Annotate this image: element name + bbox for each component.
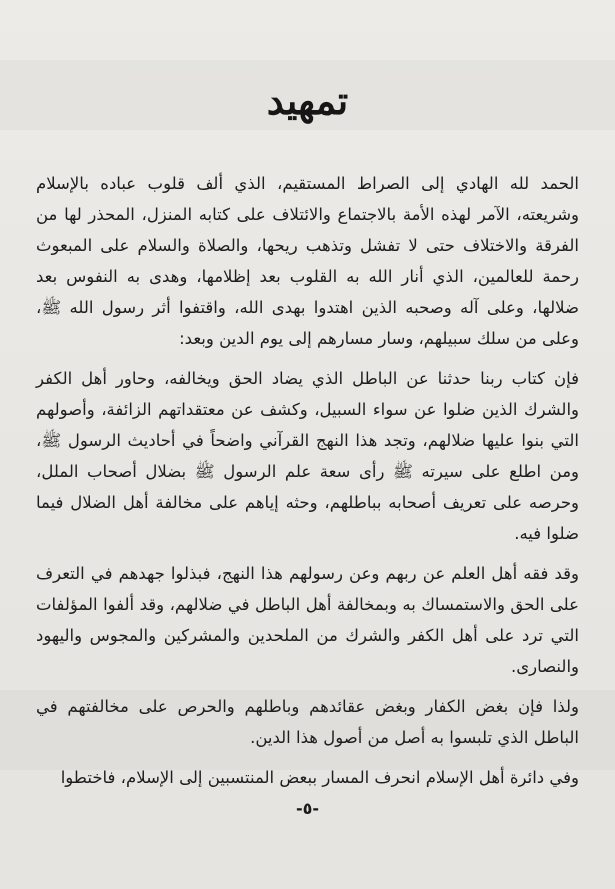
body-text	[36, 168, 579, 793]
page-heading: تمهيد	[266, 78, 349, 123]
paragraph: وقد فقه أهل العلم عن ربهم وعن رسولهم هذا النهج، فبذلوا جهدهم في التعرف على الحق والاستمساك به وبمخالفة أهل الباطل في ضلالهم، وقد ألفوا المؤلفات التي ترد على أهل الكفر والشرك من الملحدين والمشركين والمجوس واليهود والنصارى.	[36, 564, 579, 676]
page-number: -٥-	[295, 799, 320, 818]
paragraph: وفي دائرة أهل الإسلام انحرف المسار ببعض المنتسبين إلى الإسلام، فاختطوا	[60, 768, 579, 787]
paragraph: ولذا فإن بغض الكفار وبغض عقائدهم وباطلهم والحرص على مخالفتهم في الباطل الذي تلبسوا به أصل من أصول هذا الدين.	[36, 697, 579, 747]
paragraph: الحمد لله الهادي إلى الصراط المستقيم، الذي ألف قلوب عباده بالإسلام وشريعته، الآمر لهذه الأمة بالاجتماع والائتلاف على كتابه المنزل، المحذر لها من الفرقة والاختلاف حتى لا تفشل وتذهب ريحها، والصلاة والسلام على المبعوث رحمة للعالمين، الذي أنار الله به القلوب بعد إظلامها، وهدى به النفوس بعد ضلالها، وعلى آله وصحبه الذين اهتدوا بهدى الله، واقتفوا أثر رسول الله ﷺ، وعلى من سلك سبيلهم، وسار مسارهم إلى يوم الدين وبعد:	[36, 174, 579, 348]
paragraph: فإن كتاب ربنا حدثنا عن الباطل الذي يضاد الحق ويخالفه، وحاور أهل الكفر والشرك الذين ضلوا عن سواء السبيل، وكشف عن معتقداتهم الزائفة، وأصولهم التي بنوا عليها ضلالهم، وتجد هذا النهج القرآني واضحاً في أحاديث الرسول ﷺ، ومن اطلع على سيرته ﷺ رأى سعة علم الرسول ﷺ بضلال أصحاب الملل، وحرصه على تعريف أصحابه بباطلهم، وحثه إياهم على مخالفة أهل الضلال فيما ضلوا فيه.	[36, 369, 579, 543]
